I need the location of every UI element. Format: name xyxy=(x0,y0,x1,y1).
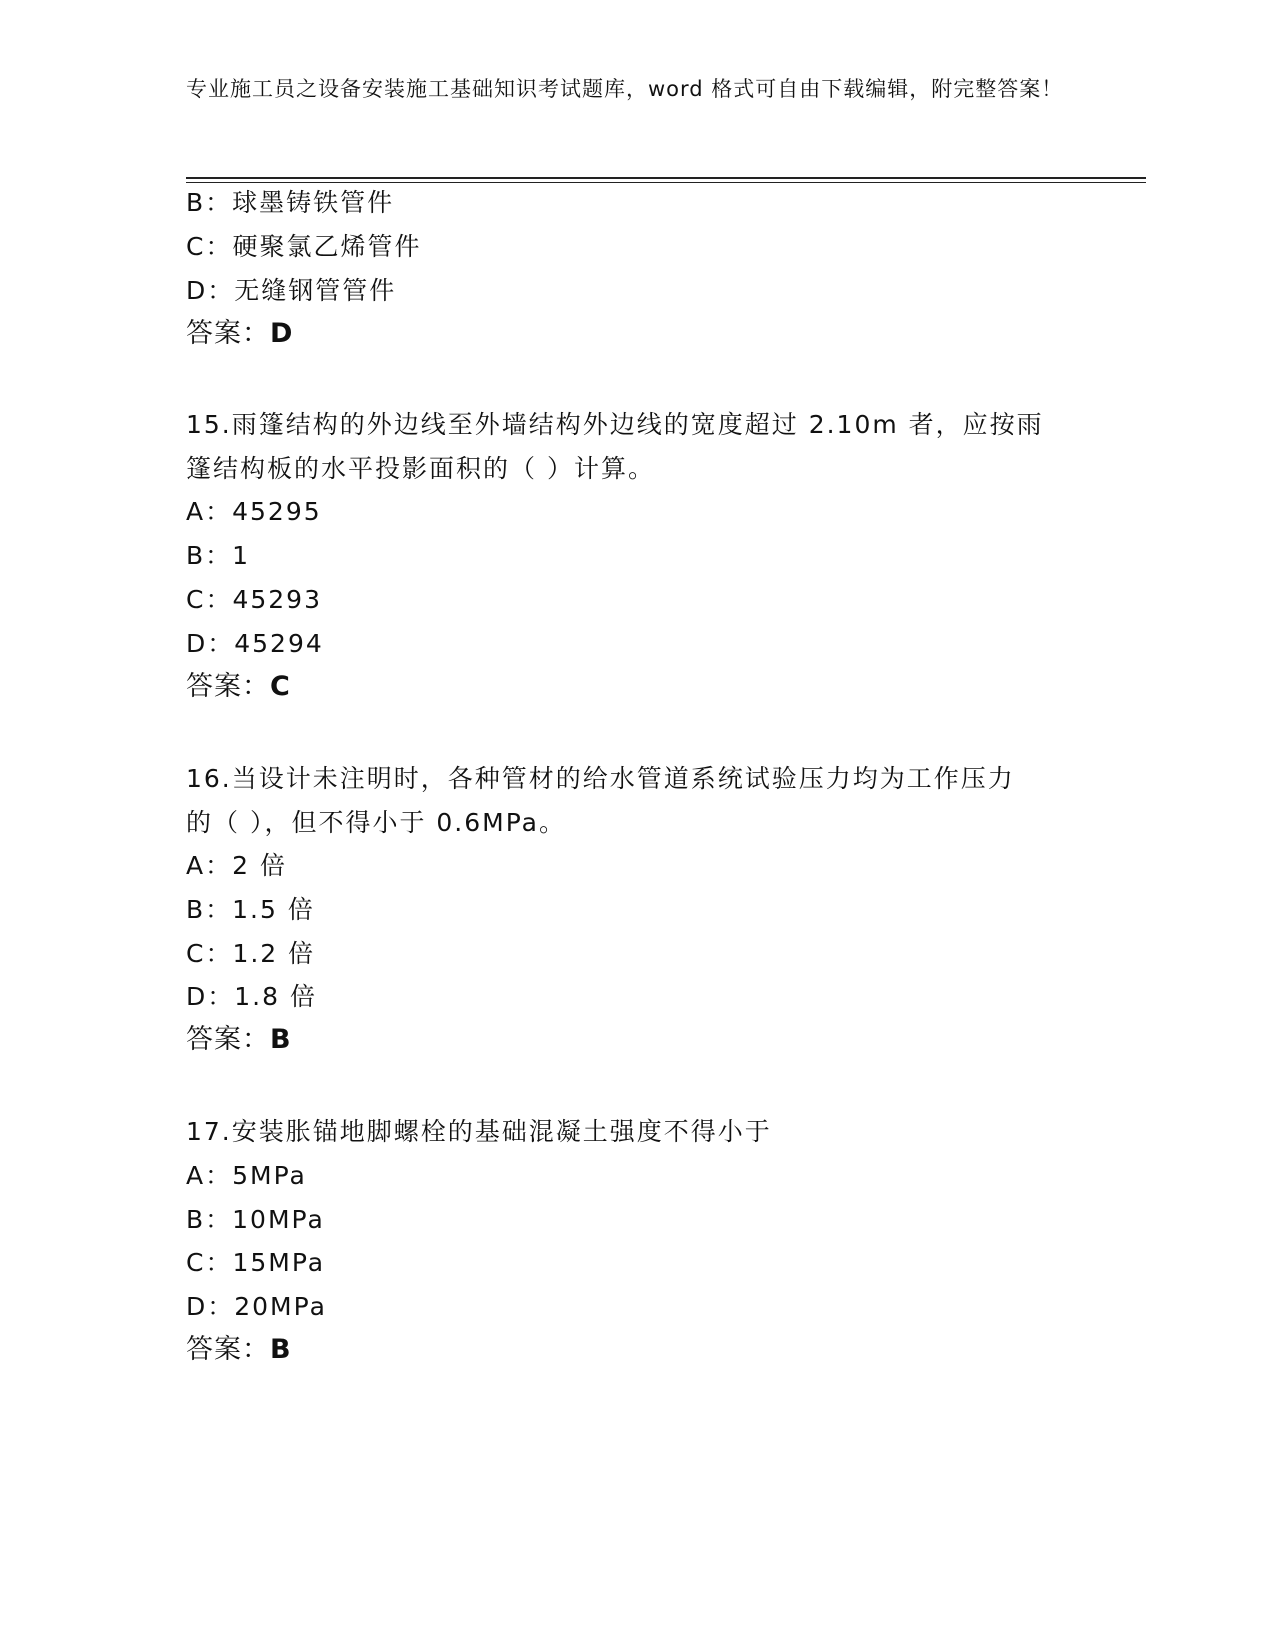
q15-option-b: B：1 xyxy=(186,541,251,570)
q15-stem-line2: 篷结构板的水平投影面积的（ ）计算。 xyxy=(186,454,655,483)
q15-answer-value: C xyxy=(270,671,291,702)
q17-option-d: D：20MPa xyxy=(186,1292,327,1321)
q16-answer-value: B xyxy=(270,1024,292,1055)
header-title: 专业施工员之设备安装施工基础知识考试题库，word 格式可自由下载编辑，附完整答案！ xyxy=(186,77,1064,101)
q16-answer xyxy=(186,1024,292,1056)
q14-answer-label: 答案： xyxy=(186,318,270,349)
q15-stem-line1: 15.雨篷结构的外边线至外墙结构外边线的宽度超过 2.10m 者，应按雨 xyxy=(186,410,1044,439)
q17-answer xyxy=(186,1334,292,1366)
q16-option-b: B：1.5 倍 xyxy=(186,895,315,924)
q16-stem-line2: 的（ ），但不得小于 0.6MPa。 xyxy=(186,808,566,837)
q16-stem-line1: 16.当设计未注明时，各种管材的给水管道系统试验压力均为工作压力 xyxy=(186,764,1015,793)
q17-option-b: B：10MPa xyxy=(186,1205,325,1234)
q14-option-c: C：硬聚氯乙烯管件 xyxy=(186,232,422,261)
q14-answer-value: D xyxy=(270,318,294,349)
document-header xyxy=(186,72,1066,106)
q14-answer xyxy=(186,318,293,350)
q15-option-a: A：45295 xyxy=(186,497,322,526)
q14-option-b: B：球墨铸铁管件 xyxy=(186,188,395,217)
q17-option-a: A：5MPa xyxy=(186,1161,307,1190)
q15-answer-label: 答案： xyxy=(186,671,270,702)
q16-option-d: D：1.8 倍 xyxy=(186,982,317,1011)
q15-option-c: C：45293 xyxy=(186,585,322,614)
q16-option-a: A：2 倍 xyxy=(186,851,287,880)
q17-stem-line1: 17.安装胀锚地脚螺栓的基础混凝土强度不得小于 xyxy=(186,1117,772,1146)
header-rule-thick xyxy=(186,177,1146,179)
q15-answer xyxy=(186,671,291,703)
q15-option-d: D：45294 xyxy=(186,629,324,658)
q17-answer-value: B xyxy=(270,1334,292,1365)
q16-answer-label: 答案： xyxy=(186,1024,270,1055)
q14-option-d: D：无缝钢管管件 xyxy=(186,276,397,305)
header-rule-thin xyxy=(186,182,1146,183)
q17-answer-label: 答案： xyxy=(186,1334,270,1365)
q16-option-c: C：1.2 倍 xyxy=(186,939,316,968)
q17-option-c: C：15MPa xyxy=(186,1248,326,1277)
